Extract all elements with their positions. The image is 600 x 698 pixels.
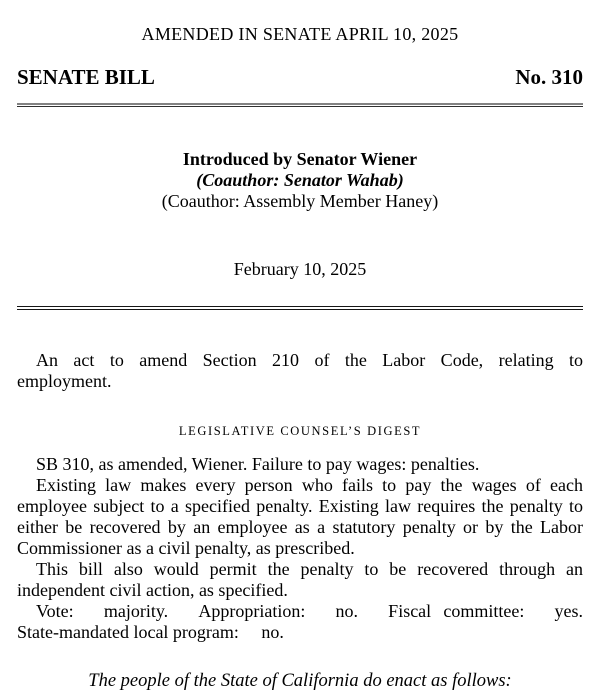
bill-title-row xyxy=(17,65,583,89)
introduction-date: February 10, 2025 xyxy=(233,259,367,279)
introduced-by-line: Introduced by Senator Wiener xyxy=(182,149,418,169)
legislative-counsel-digest-heading: LEGISLATIVE COUNSEL’S DIGEST xyxy=(178,424,422,438)
author-block xyxy=(17,149,583,212)
vote-information-line: Vote: majority. Appropriation: no. Fiscal committee: yes. State-mandated local program: no. xyxy=(17,601,583,642)
coauthor-assembly-line: (Coauthor: Assembly Member Haney) xyxy=(161,191,439,211)
digest-this-bill-paragraph: This bill also would permit the penalty to be recovered through an independent civil action, as specified. xyxy=(17,559,583,600)
act-title-paragraph: An act to amend Section 210 of the Labor Code, relating to employment. xyxy=(17,350,583,391)
digest-summary-paragraph: SB 310, as amended, Wiener. Failure to pay wages: penalties. xyxy=(36,454,480,474)
bill-number: No. 310 xyxy=(515,65,583,89)
digest-existing-law-paragraph: Existing law makes every person who fails to pay the wages of each employee subject to a specified penalty. Existing law requires the penalty to either be recovered by an employee as a statutory penalty or by the Labor Commissioner as a civil penalty, as prescribed. xyxy=(17,475,583,558)
thick-thin-rule xyxy=(17,103,583,107)
digest-body xyxy=(17,454,583,643)
double-rule xyxy=(17,306,583,310)
enacting-clause: The people of the State of California do enact as follows: xyxy=(88,671,512,691)
coauthor-senate-line: (Coauthor: Senator Wahab) xyxy=(196,170,404,190)
amended-in-senate-line: AMENDED IN SENATE APRIL 10, 2025 xyxy=(141,24,459,44)
bill-title: SENATE BILL xyxy=(17,65,155,89)
